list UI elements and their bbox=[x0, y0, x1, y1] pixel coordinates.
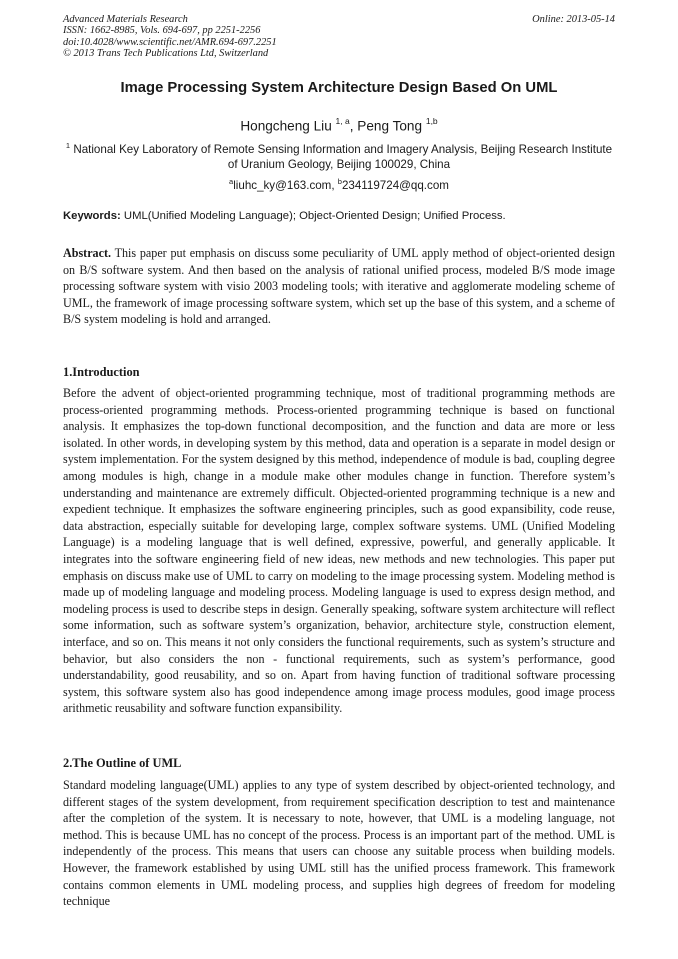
abstract-text: This paper put emphasis on discuss some peculiarity of UML apply method of object-oriented design on B/S software system. And then based on the analysis of rational unified process, modeled B/S mode image processing software system with visio 2003 modeling tools; with iterative and agglomerate modeling scheme of UML, the framework of image processing software system, which set up the base of this system, and a scheme of B/S system modeling is hold and arranged. bbox=[63, 246, 615, 327]
affiliation-mark: 1 bbox=[65, 141, 71, 150]
email-mark: a bbox=[229, 177, 234, 186]
doi-line: doi:10.4028/www.scientific.net/AMR.694-697.2251 bbox=[63, 36, 277, 48]
section-paragraph: Standard modeling language(UML) applies to any type of system described by object-oriented technology, and different stages of the system development, from requirement specification description to test and maintenance after the completion of the system. It is necessary to note, however, that UML is a modeling language, not method. This is because UML has no concept of the process. Process is an important part of the method. UML is independently of the process. This means that users can choose any suitable process when building models. However, the framework established by using UML still has the unified process framework. This framework contains common elements in UML modeling process, and supplies high degrees of freedom for modeling technique bbox=[63, 778, 615, 909]
section-heading: 2.The Outline of UML bbox=[63, 756, 182, 770]
copyright-line: © 2013 Trans Tech Publications Ltd, Switzerland bbox=[63, 48, 269, 60]
online-date: Online: 2013-05-14 bbox=[532, 14, 615, 25]
abstract-label: Abstract. bbox=[63, 246, 112, 260]
author-affiliation-mark: 1,b bbox=[425, 116, 438, 126]
keywords-label: Keywords: bbox=[63, 210, 121, 222]
author-affiliation-mark: 1, a bbox=[335, 116, 350, 126]
keywords-text: UML(Unified Modeling Language); Object-Oriented Design; Unified Process. bbox=[120, 210, 506, 222]
abstract bbox=[63, 245, 615, 328]
section-paragraph: Before the advent of object-oriented programming technique, most of traditional programming methods are process-oriented programming methods. Process-oriented programming technique is based on functional analysis. It emphasizes the top-down functional decomposition, and the function and data are more or less isolated. In other words, in developing system by this method, data and operation is a separate in model design or system implementation. For the system designed by this method, independence of module is bad, coupling degree among modules is high, change in a module make other modules change in function. Therefore system’s understanding and maintenance are extremely difficult. Objected-oriented programming technique is a new and expedient technique. It emphasizes the software engineering principles, such as good expansibility, code reuse, data abstraction, especially suitable for developing large, complex software systems. UML (Unified Modeling Language) is a modeling language that is well defined, expressive, powerful, and generally applicable. It integrates into the software engineering field of new ideas, new methods and new technologies. This paper put emphasis on discuss make use of UML to carry on modeling to the image processing system. Modeling method is made up of modeling language and modeling process. Modeling language is used to express design method, and modeling process is used to describe steps in design. Generally speaking, software system architecture will reflect some information, such as software system’s organization, behavior, architecture style, construction element, interface, and so on. This means it not only considers the functional requirements, such as system’s structure and behavior, but also considers the non - functional requirements, such as system’s performance, good understandability, good reusability, and so on. Apart from having function of traditional software processing system, this software system also has good independence among image process modules, good image process arithmetic reusability and software function expansibility. bbox=[63, 386, 615, 716]
journal-name: Advanced Materials Research bbox=[63, 14, 188, 25]
email-address: 234119724@qq.com bbox=[341, 178, 449, 192]
keywords bbox=[63, 209, 615, 224]
author-separator: , bbox=[349, 118, 358, 134]
journal-info bbox=[63, 14, 423, 60]
email-address: liuhc_ky@163.com, bbox=[233, 178, 338, 192]
paper-title: Image Processing System Architecture Design Based On UML bbox=[120, 80, 558, 96]
affiliation bbox=[63, 138, 615, 172]
author-emails bbox=[63, 174, 615, 193]
author-name: Peng Tong bbox=[357, 118, 423, 134]
email-mark: b bbox=[337, 177, 342, 186]
author-name: Hongcheng Liu bbox=[240, 118, 332, 134]
author-list bbox=[63, 114, 615, 135]
issn-line: ISSN: 1662-8985, Vols. 694-697, pp 2251-2256 bbox=[63, 25, 261, 37]
affiliation-text: National Key Laboratory of Remote Sensing Information and Imagery Analysis, Beijing Research Institute of Uranium Geology, Beijing 100029, China bbox=[70, 142, 613, 171]
section-heading: 1.Introduction bbox=[63, 365, 140, 379]
